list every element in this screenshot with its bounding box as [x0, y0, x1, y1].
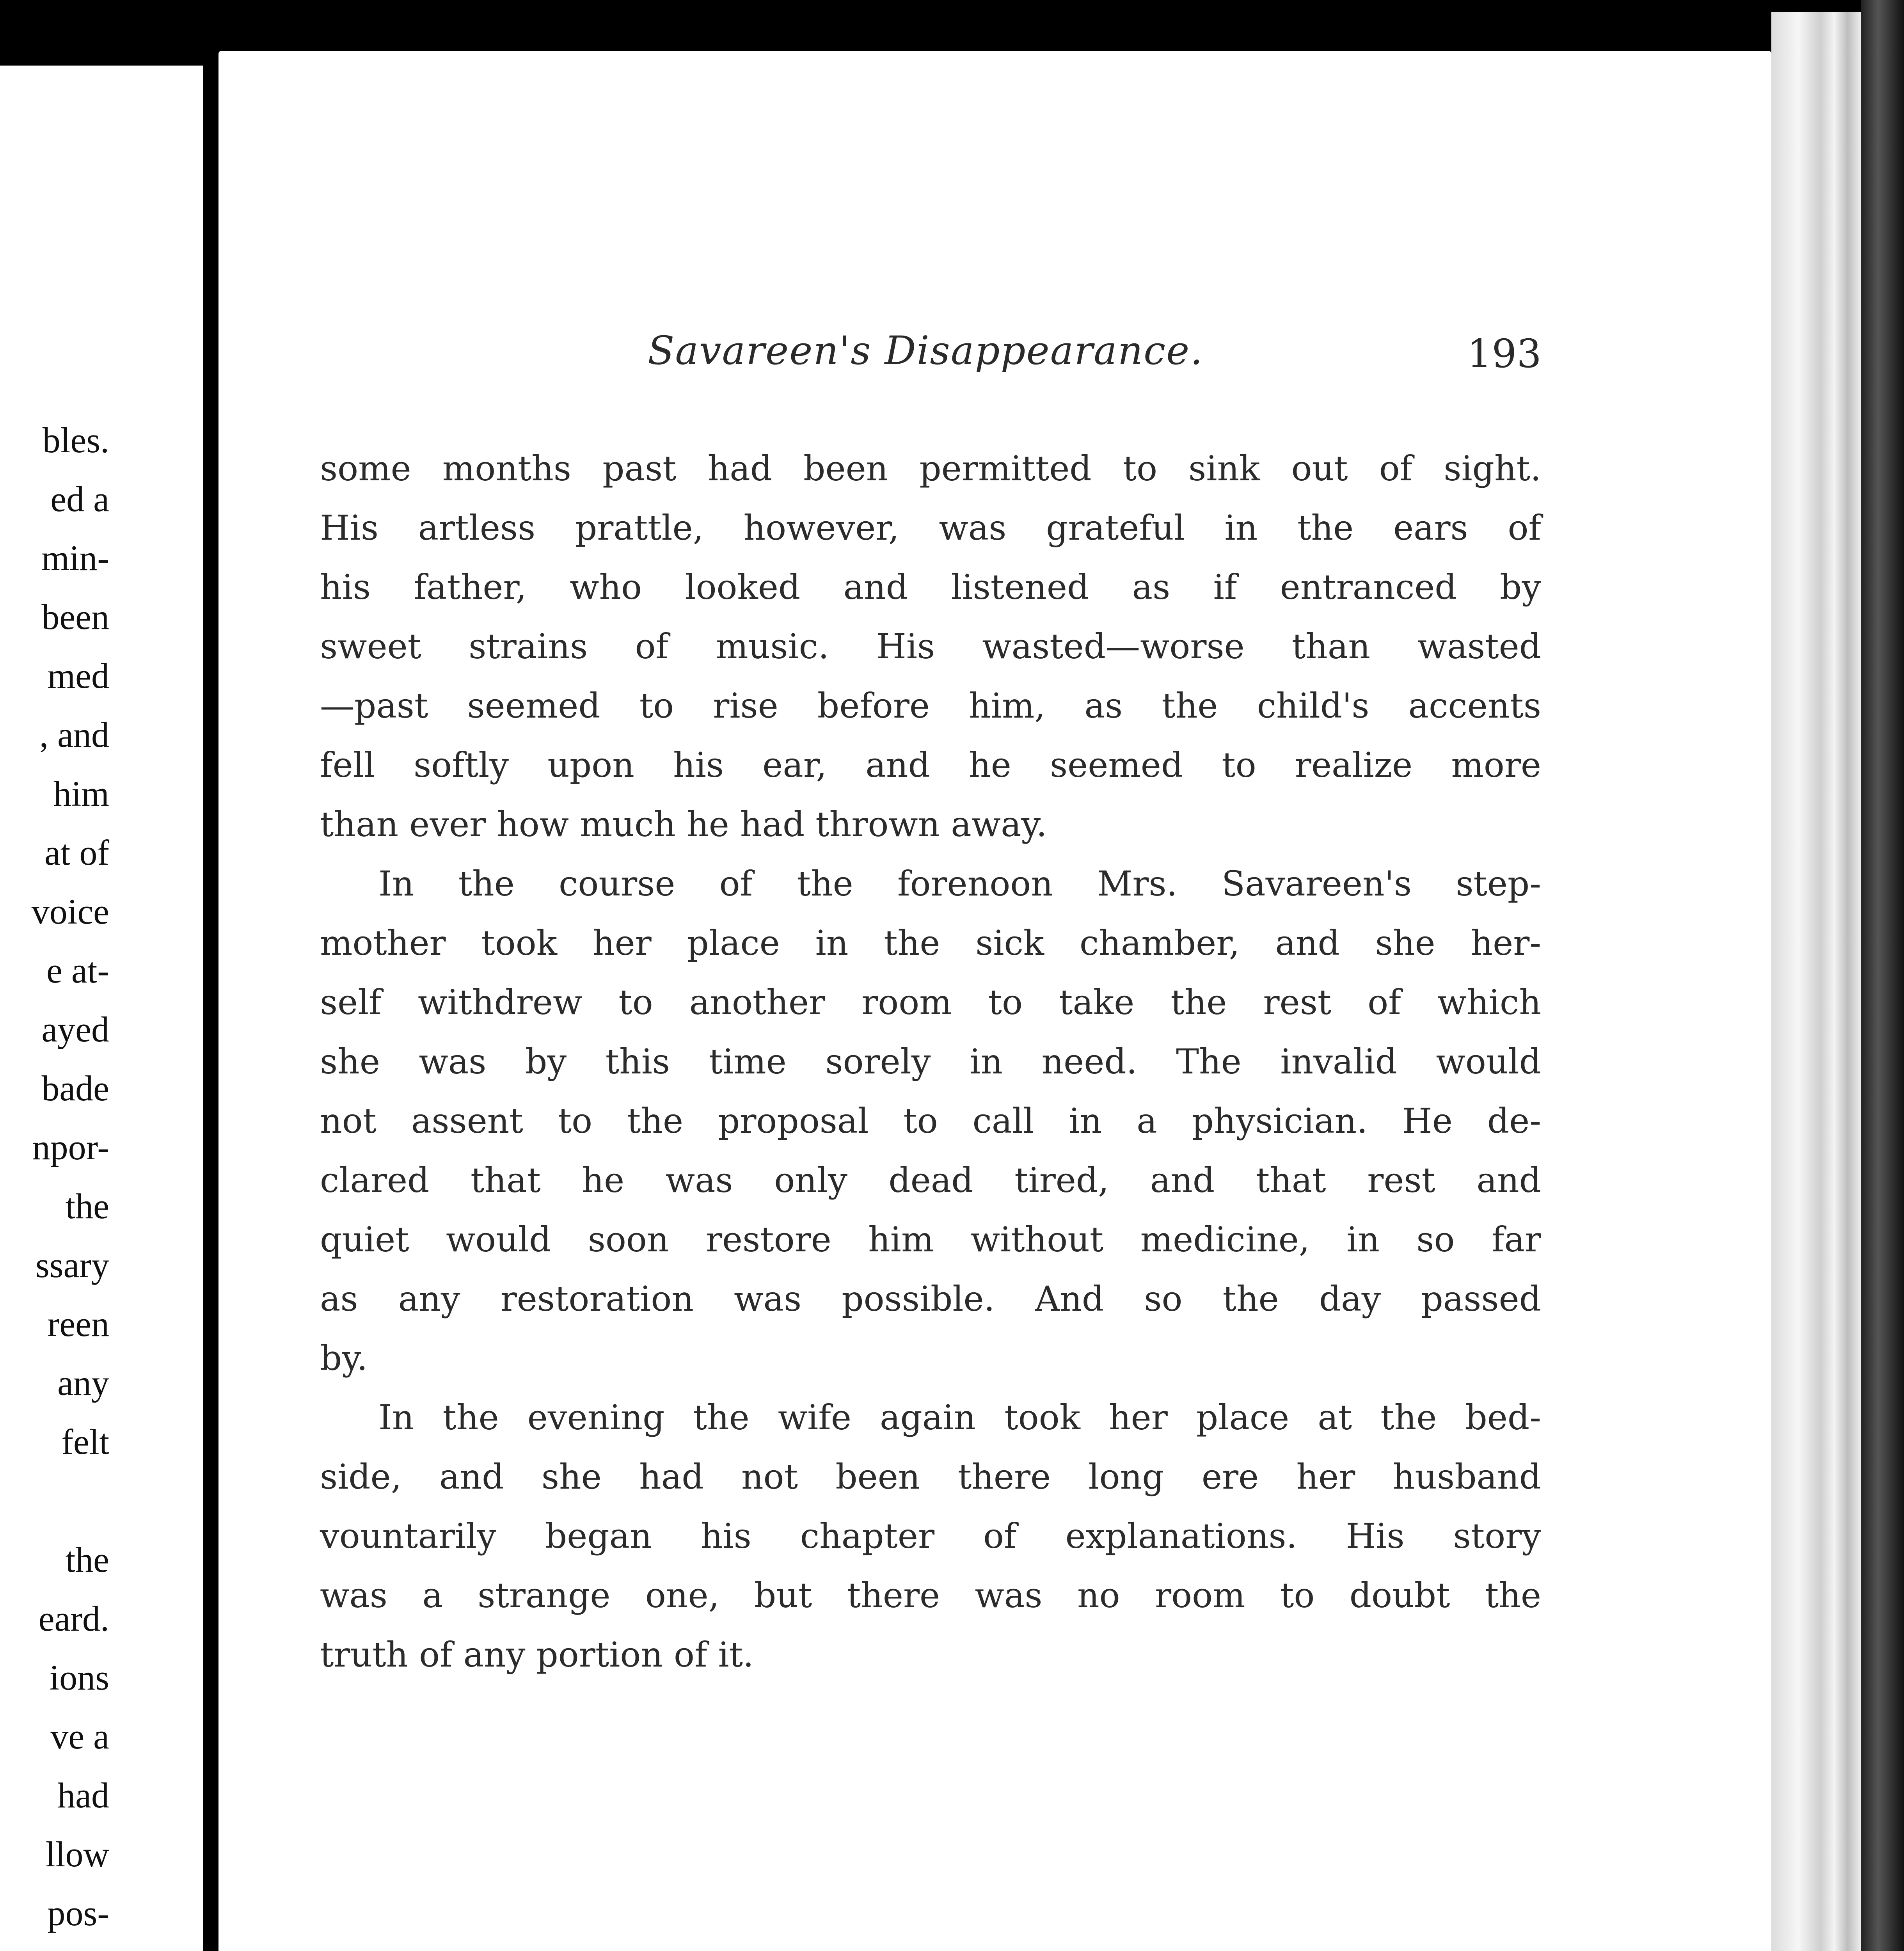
text-line: In the course of the forenoon Mrs. Savareen's step-: [378, 864, 1541, 904]
left-page-line-fragment: llow: [45, 1834, 109, 1874]
left-page-line-fragment: had: [57, 1775, 109, 1815]
page-edges: [1771, 12, 1861, 1951]
left-page-line-fragment: bles.: [42, 420, 109, 460]
left-page-line-fragment: ve a: [50, 1716, 109, 1756]
left-page-line-fragment: npor-: [32, 1127, 109, 1167]
left-page-line-fragment: been: [41, 597, 109, 637]
body-text: [320, 439, 1541, 1684]
left-page-line-fragment: the: [65, 1186, 109, 1226]
left-page-line-fragment: voice: [31, 892, 109, 931]
text-line: His artless prattle, however, was grateful in the ears of: [320, 508, 1541, 548]
left-page-line-fragment: ed a: [50, 479, 109, 519]
text-line: In the evening the wife again took her place at the bed-: [378, 1397, 1541, 1437]
left-page-line-fragment: ssary: [35, 1245, 109, 1285]
text-line: —past seemed to rise before him, as the child's accents: [320, 686, 1541, 726]
left-page-line-fragment: , and: [39, 715, 109, 755]
text-line: clared that he was only dead tired, and that rest and: [320, 1160, 1541, 1200]
left-page-line-fragment: bade: [41, 1068, 109, 1108]
left-page-line-fragment: pos-: [47, 1893, 109, 1933]
text-line: as any restoration was possible. And so the day passed: [320, 1279, 1541, 1319]
text-line: some months past had been permitted to sink out of sight.: [320, 448, 1541, 489]
left-page-line-fragment: min-: [41, 538, 109, 578]
text-line: by.: [320, 1338, 368, 1378]
text-line: his father, who looked and listened as if entranced by: [320, 567, 1541, 607]
left-page-line-fragment: him: [53, 774, 109, 814]
left-page-line-fragment: med: [47, 656, 109, 696]
left-page-line-fragment: the: [65, 1540, 109, 1580]
page-number: 193: [1467, 331, 1542, 377]
text-line: mother took her place in the sick chamber, and she her-: [320, 923, 1541, 963]
text-line: truth of any portion of it.: [320, 1635, 754, 1675]
text-line: fell softly upon his ear, and he seemed to realize more: [320, 745, 1541, 785]
left-page-line-fragment: at of: [44, 833, 109, 872]
left-page-line-fragment: eard.: [38, 1599, 109, 1638]
left-page-line-fragment: reen: [47, 1304, 109, 1344]
book-gutter: [203, 0, 218, 1951]
book-edge-shadow: [1861, 0, 1904, 1951]
running-head: Savareen's Disappearance.: [648, 328, 1204, 373]
text-line: she was by this time sorely in need. The invalid would: [320, 1041, 1541, 1082]
left-page-line-fragment: any: [57, 1363, 109, 1403]
text-line: was a strange one, but there was no room to doubt the: [320, 1575, 1541, 1615]
left-page-line-fragment: e at-: [46, 951, 109, 990]
previous-page-strip: [0, 66, 203, 1951]
text-line: side, and she had not been there long ere her husband: [320, 1457, 1541, 1497]
text-line: than ever how much he had thrown away.: [320, 804, 1047, 844]
text-line: self withdrew to another room to take the rest of which: [320, 982, 1541, 1022]
text-line: quiet would soon restore him without medicine, in so far: [320, 1219, 1541, 1260]
text-line: not assent to the proposal to call in a physician. He de-: [320, 1101, 1541, 1141]
text-line: sweet strains of music. His wasted—worse than wasted: [320, 626, 1541, 666]
text-line: vountarily began his chapter of explanations. His story: [320, 1516, 1541, 1556]
left-page-line-fragment: ayed: [41, 1009, 109, 1049]
left-page-line-fragment: felt: [61, 1422, 109, 1462]
left-page-line-fragment: ions: [49, 1658, 109, 1697]
